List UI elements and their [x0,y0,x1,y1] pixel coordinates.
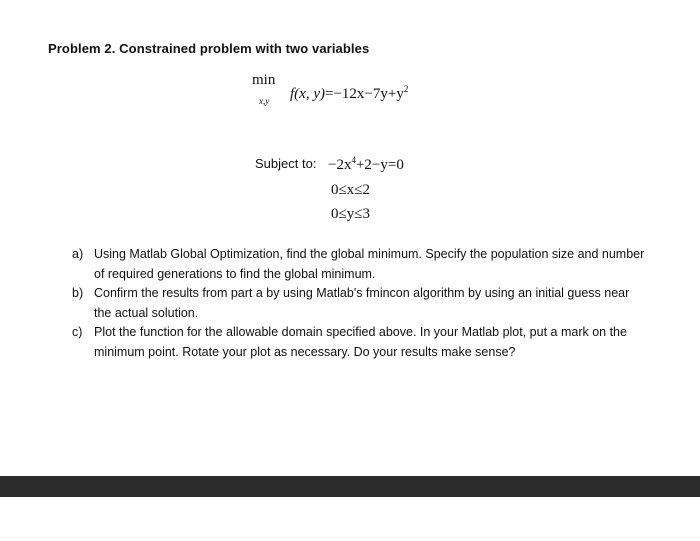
constraint-1-exponent: 4 [351,155,356,165]
constraint-1-post: +2−y=0 [355,157,404,173]
question-text: Confirm the results from part a by using Matlab's fmincon algorithm by using an initial guess near the actual solution. [94,286,630,320]
question-marker: b) [72,286,84,300]
constraint-y-bounds: 0≤y≤3 [331,206,370,222]
objective-lhs: f(x, y) [290,86,325,102]
constraint-x-bounds: 0≤x≤2 [331,182,370,198]
question-item-b [72,284,647,323]
bottom-dark-bar [0,476,700,497]
question-marker: a) [72,247,84,261]
objective-rhs: =−12x−7y+y [324,86,404,102]
question-item-c [72,323,647,362]
question-marker: c) [72,325,83,339]
min-subscript: x,y [259,96,270,106]
question-text: Using Matlab Global Optimization, find the global minimum. Specify the population size and number of required generations to find the global minimum. [94,247,645,281]
constraint-equality [328,157,404,174]
constraint-1-pre: −2x [328,157,352,173]
question-list [72,245,647,362]
problem-title: Problem 2. Constrained problem with two variables [48,41,370,56]
objective-function [290,86,408,103]
bottom-divider [0,537,700,538]
question-text: Plot the function for the allowable domain specified above. In your Matlab plot, put a mark on the minimum point. Rotate your plot as necessary. Do your results make sense? [94,325,627,359]
question-item-a [72,245,647,284]
subject-to-label: Subject to: [255,156,317,171]
objective-exponent: 2 [403,84,409,94]
min-operator: min [252,72,276,88]
